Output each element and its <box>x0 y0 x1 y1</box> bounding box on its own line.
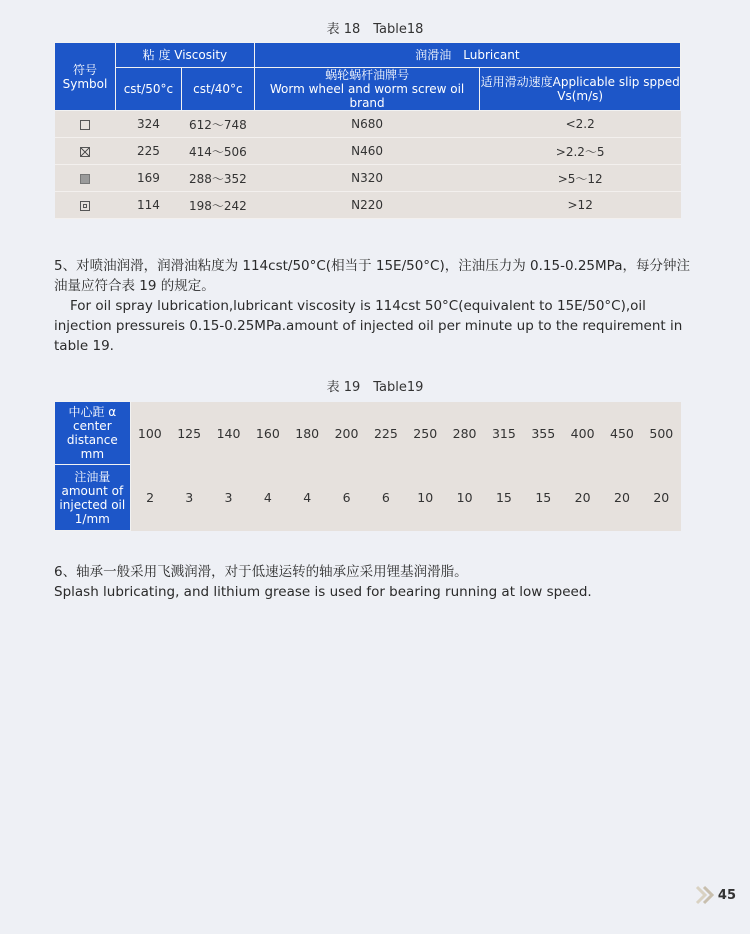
table-row: 169 288～352 N320 >5～12 <box>55 165 681 192</box>
injected-oil-label: 注油量 amount of injected oil 1/mm <box>55 465 131 531</box>
center-distance-row: 中心距 α center distance mm 100 125 140 160 180 200 225 250 280 315 355 400 450 500 <box>55 402 682 465</box>
table-row: 324 612～748 N680 <2.2 <box>55 111 681 138</box>
speed-header: 适用滑动速度Applicable slip spped Vs(m/s) <box>480 68 681 111</box>
visc50-header: cst/50°c <box>115 68 181 111</box>
para6-chinese: 6、轴承一般采用飞溅润滑，对于低速运转的轴承应采用锂基润滑脂。 <box>54 564 468 580</box>
symbol-header: 符号 Symbol <box>55 43 116 111</box>
para6-english: Splash lubricating, and lithium grease is used for bearing running at low speed. <box>54 584 592 600</box>
crossed-square-icon <box>80 147 90 157</box>
para5-english: For oil spray lubrication,lubricant viscosity is 114cst 50°C(equivalent to 15E/50°C),oil injection pressureis 0.15-0.25MPa.amount of injected oil per minute up to the requirement in table 19. <box>54 298 683 354</box>
brand-header: 蜗轮蜗杆油牌号 Worm wheel and worm screw oil brand <box>254 68 480 111</box>
table19-caption: 表 19 Table19 <box>326 380 424 395</box>
table-row: 114 198～242 N220 >12 <box>55 192 681 219</box>
filled-square-icon <box>80 174 90 184</box>
center-distance-label: 中心距 α center distance mm <box>55 402 131 465</box>
table18 <box>54 42 681 219</box>
empty-square-icon <box>80 120 90 130</box>
table18-caption: 表 18 Table18 <box>326 22 424 37</box>
para5-chinese: 5、对喷油润滑，润滑油粘度为 114cst/50°C(相当于 15E/50°C)，注油压力为 0.15-0.25MPa，每分钟注油量应符合表 19 的规定。 <box>54 258 690 294</box>
table19 <box>54 401 681 531</box>
nested-square-icon <box>80 201 90 211</box>
table-row: 225 414～506 N460 >2.2～5 <box>55 138 681 165</box>
lubricant-header: 润滑油 Lubricant <box>254 43 680 68</box>
page-number: 45 <box>717 888 736 903</box>
visc40-header: cst/40°c <box>181 68 254 111</box>
injected-oil-row: 注油量 amount of injected oil 1/mm 2 3 3 4 4 6 6 10 10 15 15 20 20 20 <box>55 465 682 531</box>
viscosity-header: 粘 度 Viscosity <box>115 43 254 68</box>
double-chevron-icon <box>694 884 716 906</box>
